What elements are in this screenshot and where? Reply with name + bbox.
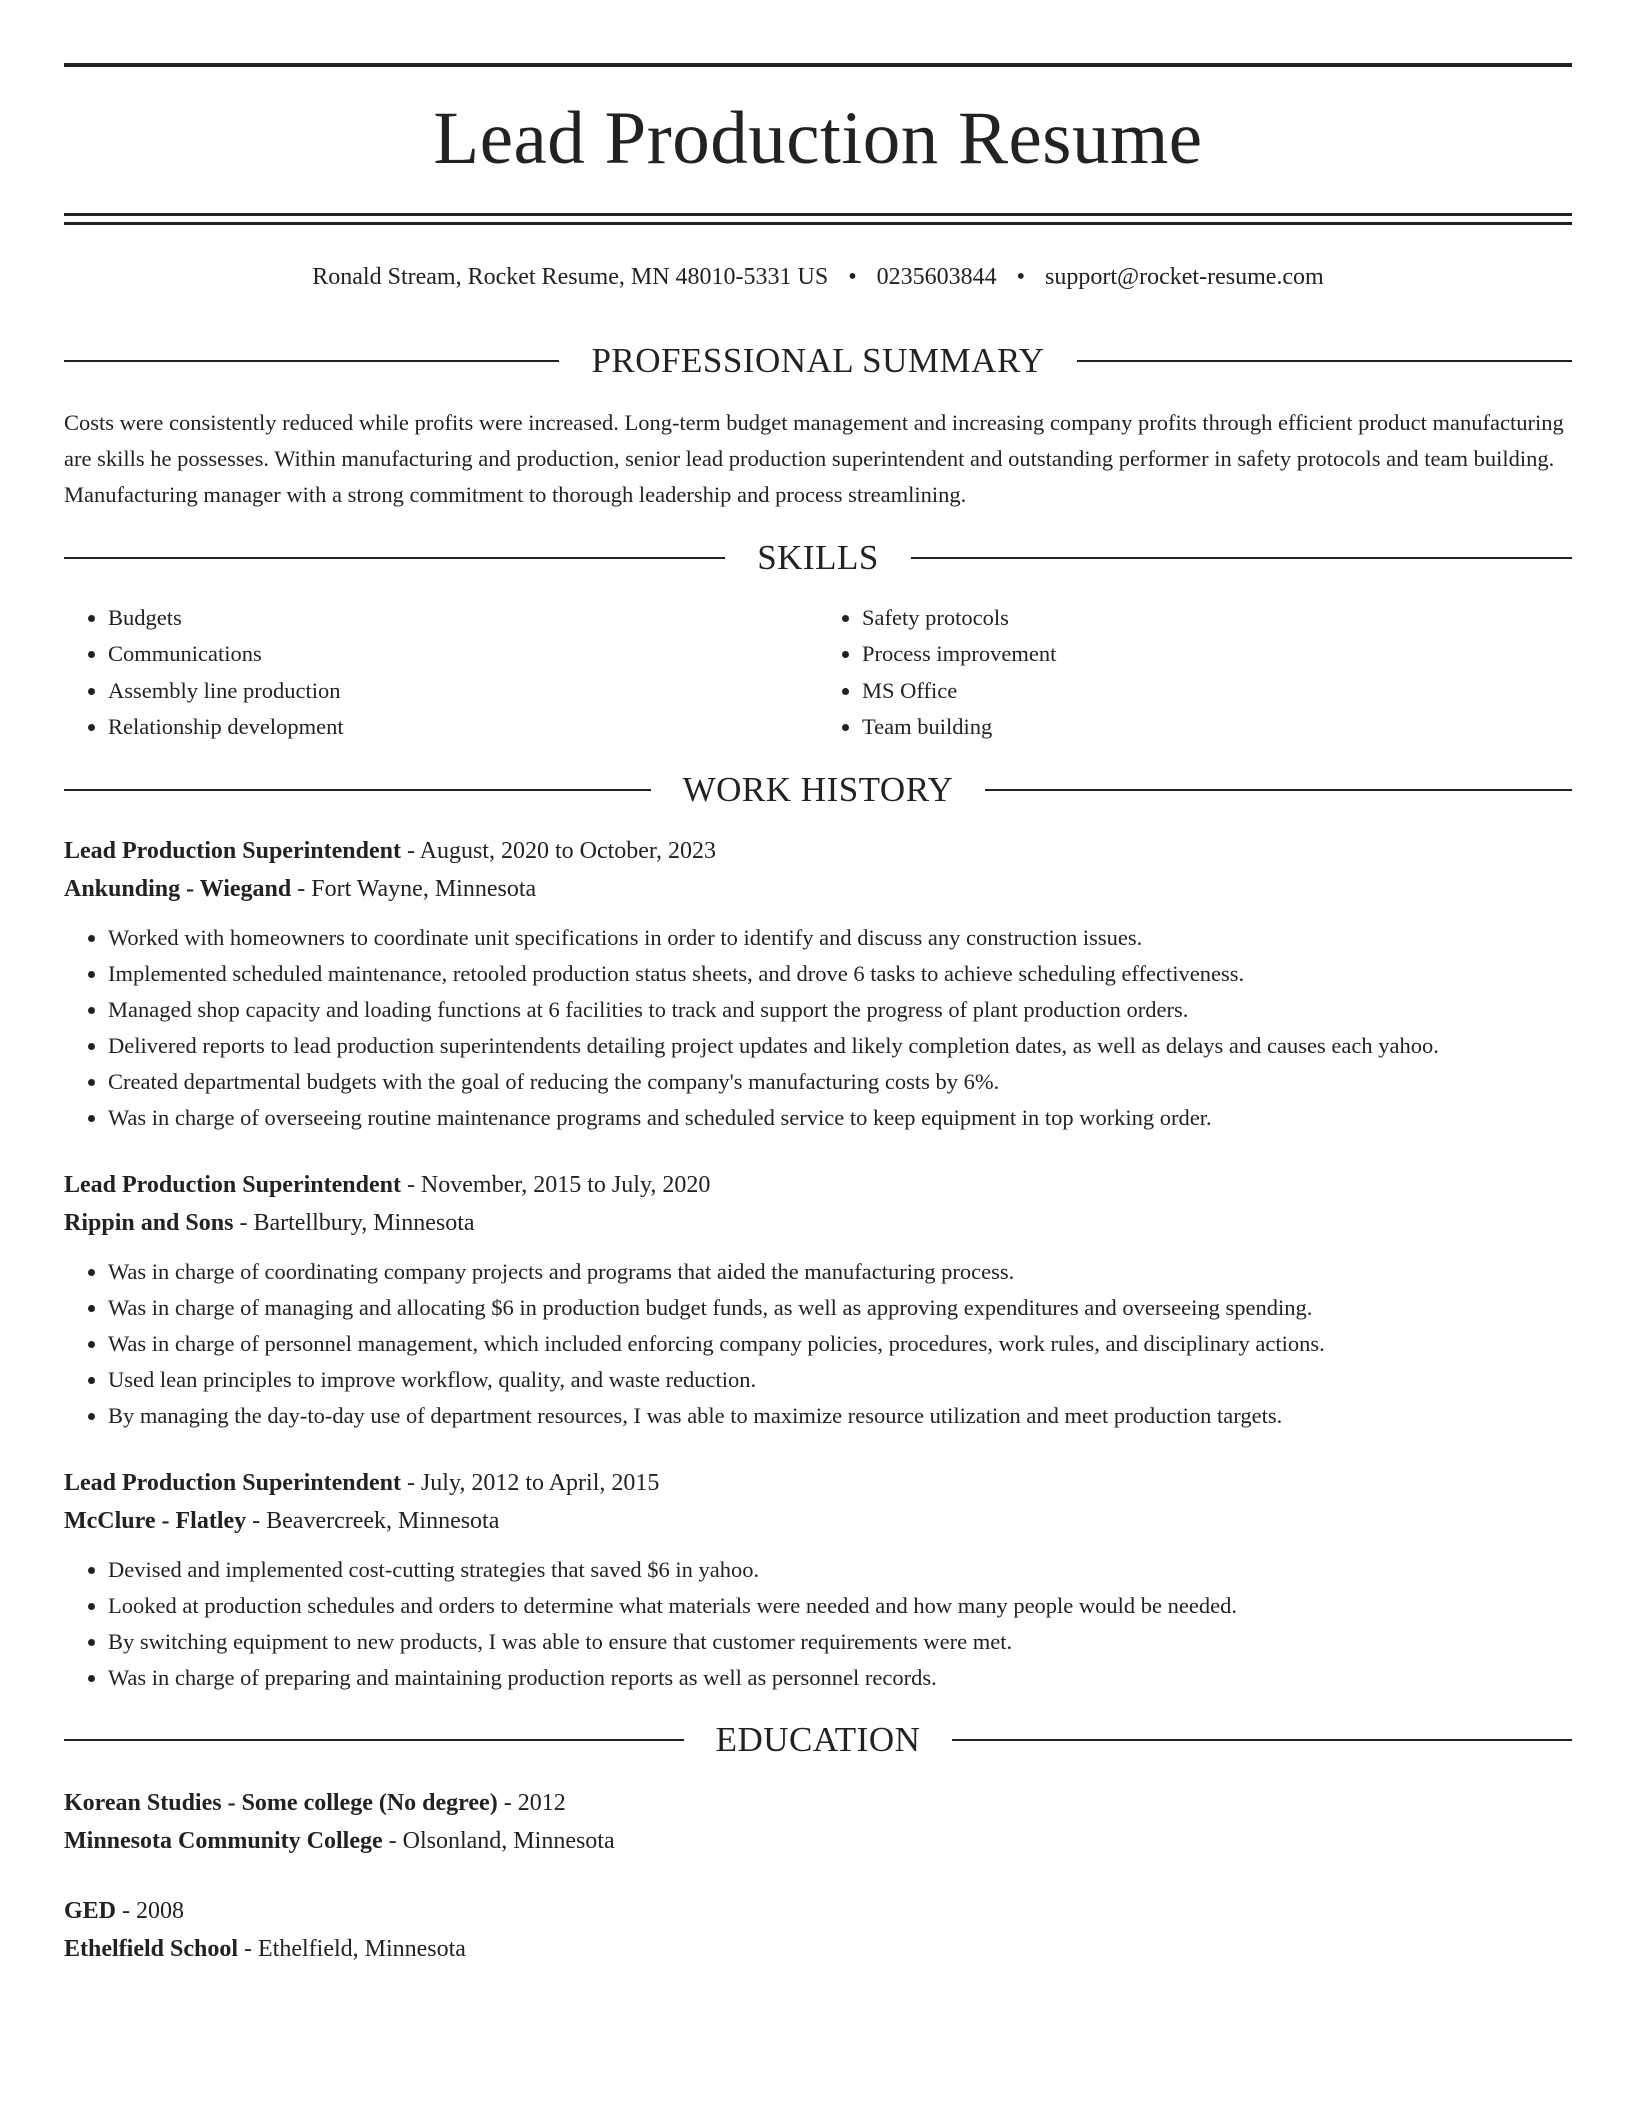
contact-phone: 0235603844 (876, 264, 997, 290)
education-location: - Ethelfield, Minnesota (238, 1935, 466, 1962)
contact-line (64, 261, 1572, 293)
divider-line (64, 1739, 684, 1741)
job-company: Rippin and Sons (64, 1209, 234, 1236)
job-company-line (64, 1502, 1572, 1540)
job-bullet: • Used lean principles to improve workflow, quality, and waste reduction. (108, 1362, 1572, 1398)
job-location: - Fort Wayne, Minnesota (291, 875, 537, 902)
section-title: SKILLS (757, 537, 879, 577)
divider-line (1077, 360, 1572, 362)
job-bullet: • Was in charge of preparing and maintaining production reports as well as personnel records. (108, 1660, 1572, 1696)
contact-address: Ronald Stream, Rocket Resume, MN 48010-5331 US (312, 264, 829, 290)
job-bullet: • By switching equipment to new products, I was able to ensure that customer requirements were met. (108, 1624, 1572, 1660)
education-entry (64, 1784, 1572, 1860)
job-title: Lead Production Superintendent (64, 1469, 401, 1496)
job-bullet: • By managing the day-to-day use of department resources, I was able to maximize resource utilization and meet production targets. (108, 1398, 1572, 1434)
section-header-skills (64, 536, 1572, 580)
skill-item: • Assembly line production (108, 673, 818, 710)
job-title: Lead Production Superintendent (64, 1171, 401, 1198)
contact-separator: • (1016, 264, 1026, 290)
job-bullet: • Was in charge of managing and allocating $6 in production budget funds, as well as approving expenditures and overseeing spending. (108, 1290, 1572, 1326)
education-degree: GED (64, 1897, 117, 1924)
job-location: - Bartellbury, Minnesota (233, 1209, 475, 1236)
job-bullet: • Implemented scheduled maintenance, retooled production status sheets, and drove 6 tasks to achieve scheduling effectiveness. (108, 956, 1572, 992)
job-title-line (64, 1166, 1572, 1204)
job-title-line (64, 832, 1572, 870)
divider-line (952, 1739, 1572, 1741)
job-bullets (64, 920, 1572, 1136)
title-double-rule (64, 213, 1572, 225)
section-header-education (64, 1718, 1572, 1762)
job-entry (64, 832, 1572, 1136)
education-school: Ethelfield School (64, 1935, 239, 1962)
job-bullet: • Was in charge of overseeing routine maintenance programs and scheduled service to keep equipment in top working order. (108, 1100, 1572, 1136)
job-dates: - August, 2020 to October, 2023 (400, 837, 716, 864)
skills-column-left (64, 600, 818, 746)
education-school-line (64, 1930, 1572, 1968)
job-entry (64, 1464, 1572, 1696)
job-company-line (64, 870, 1572, 908)
job-bullet: • Looked at production schedules and orders to determine what materials were needed and how many people would be needed. (108, 1588, 1572, 1624)
skill-item: • MS Office (862, 673, 1572, 710)
job-bullets (64, 1254, 1572, 1434)
education-entry (64, 1892, 1572, 1968)
contact-separator: • (848, 264, 857, 290)
resume-page (64, 0, 1572, 1968)
contact-email: support@rocket-resume.com (1045, 264, 1324, 290)
divider-line (64, 360, 559, 362)
skill-item: • Safety protocols (862, 600, 1572, 637)
divider-line (911, 557, 1572, 559)
skills-column-right (818, 600, 1572, 746)
skill-item: • Budgets (108, 600, 818, 637)
education-degree: Korean Studies - Some college (No degree) (64, 1789, 498, 1816)
divider-line (64, 557, 725, 559)
divider-line (985, 789, 1572, 791)
skill-item: • Team building (862, 709, 1572, 746)
section-title: PROFESSIONAL SUMMARY (591, 341, 1045, 380)
section-title: WORK HISTORY (682, 769, 954, 809)
job-bullet: • Worked with homeowners to coordinate unit specifications in order to identify and discuss any construction issues. (108, 920, 1572, 956)
job-bullets (64, 1552, 1572, 1696)
job-bullet: • Was in charge of coordinating company projects and programs that aided the manufacturing process. (108, 1254, 1572, 1290)
job-title-line (64, 1464, 1572, 1502)
job-bullet: • Created departmental budgets with the goal of reducing the company's manufacturing costs by 6%. (108, 1064, 1572, 1100)
job-dates: - July, 2012 to April, 2015 (400, 1469, 660, 1496)
skill-item: • Communications (108, 636, 818, 673)
education-year: - 2012 (497, 1789, 566, 1816)
job-bullet: • Devised and implemented cost-cutting strategies that saved $6 in yahoo. (108, 1552, 1572, 1588)
job-company: Ankunding - Wiegand (64, 875, 292, 902)
summary-text: Costs were consistently reduced while profits were increased. Long-term budget management and increasing company profits through efficient product manufacturing are skills he possesses. Within manufacturing and production, senior lead production superintendent and outstanding performer in safety protocols and team building. Manufacturing manager with a strong commitment to thorough leadership and process streamlining. (64, 410, 1564, 507)
job-dates: - November, 2015 to July, 2020 (400, 1171, 711, 1198)
job-location: - Beavercreek, Minnesota (246, 1507, 500, 1534)
education-school: Minnesota Community College (64, 1827, 383, 1854)
job-bullet: • Delivered reports to lead production superintendents detailing project updates and likely completion dates, as well as delays and causes each yahoo. (108, 1028, 1572, 1064)
education-location: - Olsonland, Minnesota (382, 1827, 615, 1854)
job-bullet: • Managed shop capacity and loading functions at 6 facilities to track and support the progress of plant production orders. (108, 992, 1572, 1028)
divider-line (64, 789, 651, 791)
education-school-line (64, 1822, 1572, 1860)
job-entry (64, 1166, 1572, 1434)
skills-list (64, 600, 1572, 746)
education-degree-line (64, 1784, 1572, 1822)
section-header-work (64, 768, 1572, 812)
education-degree-line (64, 1892, 1572, 1930)
job-bullet: • Was in charge of personnel management, which included enforcing company policies, procedures, work rules, and disciplinary actions. (108, 1326, 1572, 1362)
job-company-line (64, 1204, 1572, 1242)
skill-item: • Relationship development (108, 709, 818, 746)
skill-item: • Process improvement (862, 636, 1572, 673)
resume-title: Lead Production Resume (433, 97, 1203, 180)
job-company: McClure - Flatley (64, 1507, 247, 1534)
job-title: Lead Production Superintendent (64, 837, 401, 864)
top-rule (64, 63, 1572, 67)
section-title: EDUCATION (715, 1719, 921, 1759)
education-year: - 2008 (116, 1897, 185, 1924)
section-header-summary (64, 339, 1572, 383)
